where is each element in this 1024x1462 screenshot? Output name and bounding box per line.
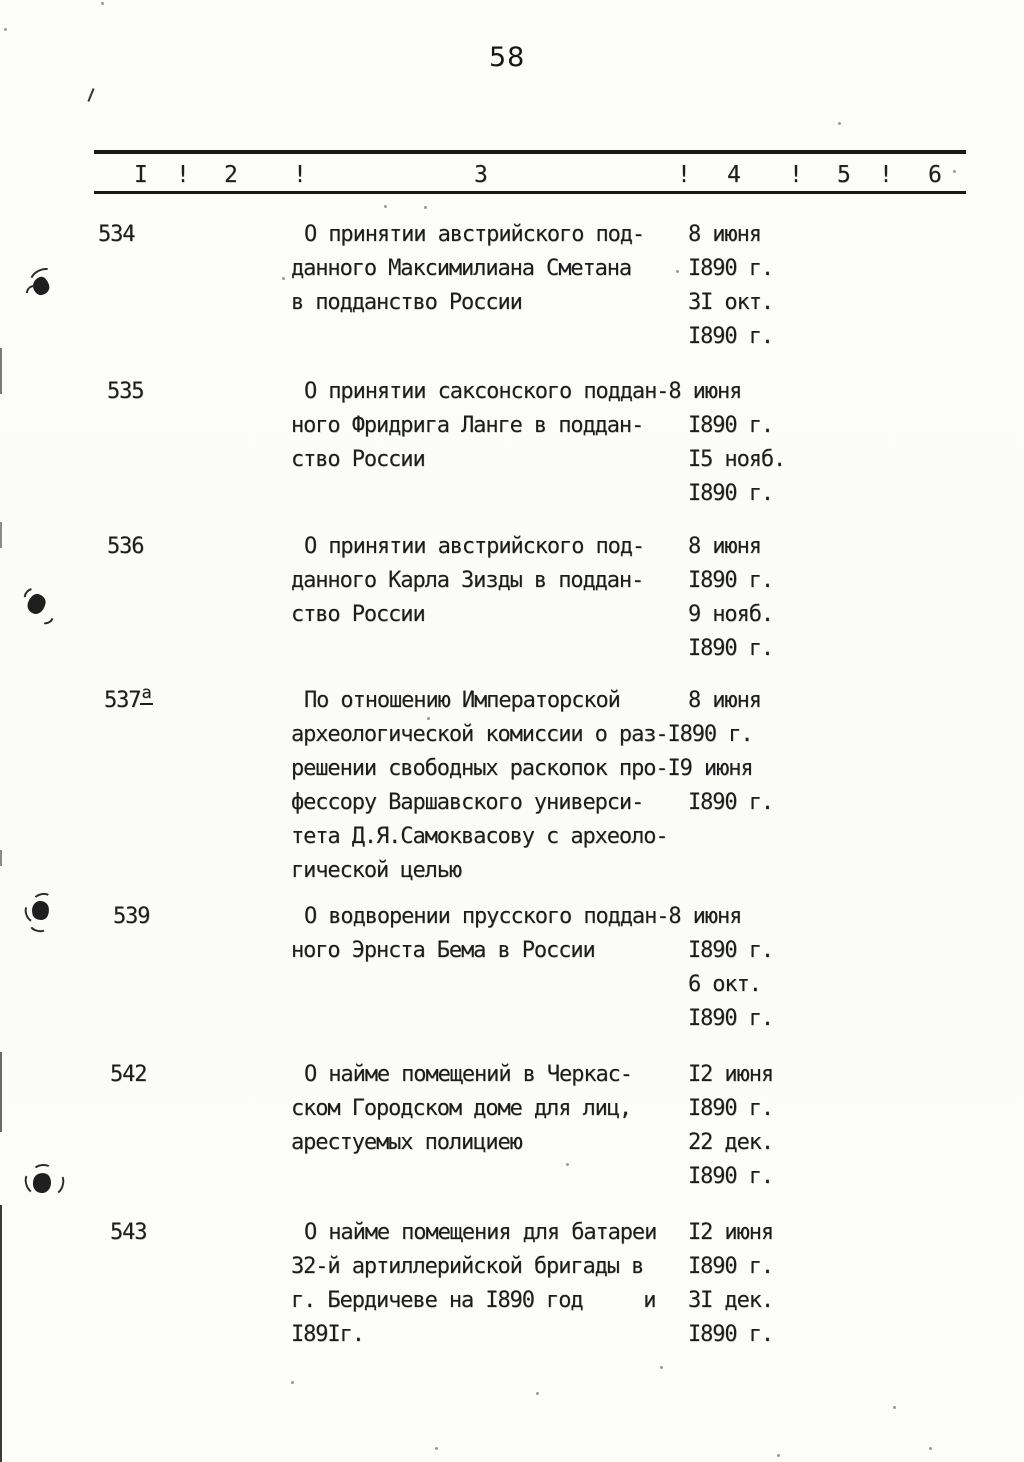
header-separator: ! [879, 162, 893, 188]
scan-speck [838, 122, 841, 125]
entry-date-line: I2 июня [688, 1220, 774, 1245]
header-separator: ! [293, 162, 307, 188]
entry-number-text: 537 [104, 688, 141, 713]
page-edge-line [0, 850, 2, 866]
table-row [0, 218, 1024, 354]
header-cell: 2 [224, 162, 238, 188]
scan-speck [4, 28, 7, 31]
entry-date-line: I890 г. [688, 1164, 774, 1189]
entry-date-line: I890 г. [688, 481, 774, 506]
scan-speck [427, 717, 430, 720]
entry-desc-line [291, 409, 643, 443]
entry-desc-text: фессору Варшавского универси- [291, 790, 644, 815]
table-row [0, 530, 1024, 666]
entry-desc-line [291, 1092, 631, 1126]
page-edge-line [0, 522, 2, 548]
entry-date-text: 8 июня [668, 379, 742, 404]
entry-desc-text: гической целью [291, 858, 462, 883]
entry-desc-line [304, 900, 741, 934]
entry-date-line: I890 г. [688, 938, 774, 963]
entry-desc-line [291, 854, 461, 888]
entry-desc-line [291, 820, 668, 854]
entry-desc-line [291, 1318, 364, 1352]
entry-date-line: 22 дек. [688, 1130, 774, 1155]
scan-speck [566, 1163, 569, 1166]
entry-date-line: I5 нояб. [688, 447, 786, 472]
entry-date-line: 9 нояб. [688, 602, 774, 627]
entry-desc-line [304, 375, 741, 409]
header-cell: 6 [928, 162, 942, 188]
entry-date-line: I890 г. [688, 413, 774, 438]
entry-number-text: 536 [107, 534, 144, 559]
scan-speck [435, 1447, 438, 1450]
entry-desc-text: О найме помещений в Черкас- [304, 1062, 632, 1087]
entry-date-text: I890 г. [667, 722, 753, 747]
entry-number-text: 539 [113, 904, 150, 929]
entry-desc-text: данного Максимилиана Сметана [291, 256, 632, 281]
entry-desc-line [291, 718, 753, 752]
entry-desc-line [291, 564, 643, 598]
scan-speck [953, 170, 956, 173]
entry-date-line: I2 июня [688, 1062, 774, 1087]
scan-speck [536, 1392, 539, 1395]
header-separator: ! [789, 162, 803, 188]
entry-desc-text: ного Эрнста Бема в России [291, 938, 595, 963]
entry-desc-text: в подданство России [291, 290, 522, 315]
entry-number [110, 1216, 146, 1250]
entry-desc-line [291, 286, 522, 320]
entry-desc-line [291, 934, 595, 968]
entry-desc-line [291, 1284, 655, 1318]
entry-desc-text: О принятии саксонского поддан- [304, 379, 669, 404]
entry-desc-line [291, 752, 753, 786]
entry-desc-text: г. Бердичеве на I890 год и [291, 1288, 656, 1313]
entry-number-text: 542 [110, 1062, 147, 1087]
entry-date-line: I890 г. [688, 1322, 774, 1347]
entry-desc-text: арестуемых полициею [291, 1130, 522, 1155]
page-edge-line [0, 1205, 2, 1462]
entry-desc-line [304, 530, 644, 564]
entry-date-line: I890 г. [688, 790, 774, 815]
page-number: 58 [489, 42, 526, 73]
header-cell: 3 [474, 162, 488, 188]
scan-speck [282, 277, 285, 280]
entry-desc-text: ском Городском доме для лиц, [291, 1096, 632, 1121]
entry-desc-text: О водворении прусского поддан- [304, 904, 669, 929]
entry-date-line: I890 г. [688, 636, 774, 661]
scan-speck [929, 1447, 932, 1450]
entry-desc-line [291, 252, 631, 286]
entry-desc-line [291, 1126, 522, 1160]
entry-date-line: I890 г. [688, 324, 774, 349]
header-cell: 5 [837, 162, 851, 188]
scan-speck [384, 205, 387, 208]
entry-desc-line [291, 1250, 643, 1284]
entry-desc-text: археологической комиссии о раз- [291, 722, 668, 747]
table-row [0, 1058, 1024, 1194]
entry-desc-line [304, 1216, 656, 1250]
entry-date-line: 3I дек. [688, 1288, 774, 1313]
entry-number-suffix: а [141, 683, 152, 703]
entry-date-line: I890 г. [688, 568, 774, 593]
entry-date-text: 8 июня [668, 904, 742, 929]
entry-desc-text: О принятии австрийского под- [304, 534, 645, 559]
header-separator: ! [176, 162, 190, 188]
entry-number [98, 218, 134, 252]
entry-desc-text: По отношению Императорской [304, 688, 620, 713]
entry-date-text: I9 июня [667, 756, 753, 781]
header-separator: ! [677, 162, 691, 188]
table-row [0, 375, 1024, 511]
entry-desc-text: ство России [291, 602, 425, 627]
entry-date-line: 8 июня [688, 222, 761, 247]
scan-speck [101, 2, 104, 5]
entry-desc-text: I89Iг. [291, 1322, 364, 1347]
scan-speck [777, 1454, 780, 1457]
entry-desc-line [304, 684, 620, 718]
entry-desc-text: О найме помещения для батареи [304, 1220, 657, 1245]
entry-date-line: 3I окт. [688, 290, 774, 315]
entry-desc-line [304, 1058, 632, 1092]
entry-desc-line [291, 786, 643, 820]
entry-desc-line [291, 443, 425, 477]
entry-date-line: 8 июня [688, 534, 761, 559]
entry-desc-text: ного Фридрига Ланге в поддан- [291, 413, 644, 438]
entry-number [110, 1058, 146, 1092]
entry-number [104, 684, 153, 719]
entry-desc-text: тета Д.Я.Самоквасову с археоло- [291, 824, 668, 849]
pen-stroke [87, 88, 94, 102]
entry-date-line: 8 июня [688, 688, 761, 713]
entry-number-text: 535 [107, 379, 144, 404]
entry-number [107, 375, 143, 409]
entry-number [113, 900, 149, 934]
entry-date-line: I890 г. [688, 1254, 774, 1279]
entry-desc-text: О принятии австрийского под- [304, 222, 645, 247]
entry-desc-text: ство России [291, 447, 425, 472]
entry-desc-line [291, 598, 425, 632]
entry-number-text: 534 [98, 222, 135, 247]
entry-desc-text: данного Карла Зизды в поддан- [291, 568, 644, 593]
entry-date-line: 6 окт. [688, 972, 761, 997]
entry-date-line: I890 г. [688, 1006, 774, 1031]
scan-speck [893, 1406, 896, 1409]
entry-date-line: I890 г. [688, 1096, 774, 1121]
scan-speck [676, 270, 679, 273]
entry-desc-text: 32-й артиллерийской бригады в [291, 1254, 644, 1279]
header-rule-top [94, 150, 966, 154]
page-edge-line [0, 1052, 2, 1132]
scan-speck [424, 206, 427, 209]
entry-desc-line [304, 218, 644, 252]
table-row [0, 1216, 1024, 1352]
entry-desc-text: решении свободных раскопок про- [291, 756, 668, 781]
table-row [0, 900, 1024, 1036]
table-row [0, 684, 1024, 888]
scan-speck [660, 1366, 663, 1369]
header-cell: 4 [727, 162, 741, 188]
entry-date-line: I890 г. [688, 256, 774, 281]
header-cell: I [134, 162, 148, 188]
page-edge-line [0, 348, 2, 394]
scan-speck [291, 1381, 294, 1384]
entry-number [107, 530, 143, 564]
entry-number-text: 543 [110, 1220, 147, 1245]
